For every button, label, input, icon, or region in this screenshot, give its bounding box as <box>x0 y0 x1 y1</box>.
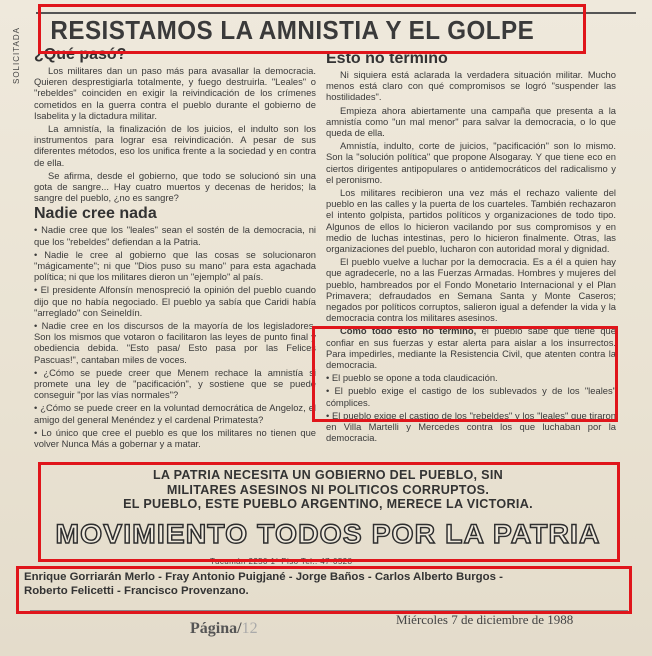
heading-esto-no-termino: Esto no terminó <box>326 50 448 67</box>
bullet-paragraph: • Nadie cree en los discursos de la mayoría de los legisladores. Son los mismos que votaron o facilitaron las leyes de punto final y obediencia debida. "Esto pasa/ Esto pasa por las Felices Pascuas!", cantaban miles de voces. <box>34 320 316 365</box>
bullet-paragraph: • Nadie le cree al gobierno que las cosas se solucionaron "mágicamente"; ni que "Dios puso su mano" para esta agachada política; ni que los militares dieron un "ejemplo" al país. <box>34 248 316 283</box>
address: Tucumán 2250 1º Piso Tel.: 47-0528 <box>210 557 353 566</box>
bullet-paragraph: • ¿Cómo se puede creer que Menem rechace la amnistía si promete una ley de "pacificación", y sostiene que se puede conseguir "por las vías normales"? <box>34 366 316 401</box>
bullet-paragraph: • Lo único que cree el pueblo es que los militares no tienen que volver Nunca Más a gobernar y a matar. <box>34 426 316 450</box>
slogan-line: EL PUEBLO, ESTE PUEBLO ARGENTINO, MERECE LA VICTORIA. <box>123 497 533 511</box>
paragraph: Los militares recibieron una vez más el rechazo valiente del pueblo en las calles y la puerta de los cuarteles. También rechazaron el intento golpista, partidos políticos y organizaciones de todo tipo. Algunos de ellos lo hicieron vacilando por sus compromisos y en medio de luchas intestinas, pero lo hicieron finalmente. Otras, las organizaciones del pueblo, lucharon con autoridad moral y dignidad. <box>326 187 616 255</box>
logo-text: Página/ <box>190 620 242 637</box>
heading-que-paso: ¿Qué pasó? <box>34 46 127 63</box>
paragraph-rest: el pueblo sabe que tiene que confiar en sus fuerzas y estar alerta para aislar a los insurrectos. Para impedirles, mediante la Resistencia Civil, que atenten contra la democracia. <box>326 325 616 371</box>
highlight-box-slogan <box>38 462 620 562</box>
left-column <box>34 46 316 466</box>
bold-lead: Como todo esto no terminó, <box>340 325 477 337</box>
logo-mark: 12 <box>241 620 258 637</box>
paragraph: Los militares dan un paso más para avasallar la democracia. Quieren desprestigiarla totalmente, y fuego destruirla. "Leales" o "rebeldes" coinciden en exigir la reivindicación de los crímenes cometidos en la guerra contra el pueblo durante el gobierno de Isabelita y la dictadura militar. <box>34 65 316 121</box>
section-label: SOLICITADA <box>12 27 21 84</box>
paragraph: Empieza ahora abiertamente una campaña que presenta a la amnistía como "un mal menor" para salvar la democracia, o lo que queda de ella. <box>326 104 616 139</box>
bullet-paragraph: • El pueblo exige el castigo de los sublevados y de los "leales" cómplices. <box>326 385 616 408</box>
paragraph: Amnistía, indulto, corte de juicios, "pacificación" son lo mismo. Son la "solución política" que propone Alsogaray. Y que tiene eco en ciertos dirigentes antipopulares o antidemocráticos del radicalismo y el peronismo. <box>326 140 616 185</box>
signers-line: Enrique Gorriarán Merlo - Fray Antonio Puigjané - Jorge Baños - Carlos Alberto Burgos - <box>24 571 503 583</box>
paragraph: Ni siquiera está aclarada la verdadera situación militar. Mucho menos está claro con qué compromisos se logró "suspender las hostilidades". <box>326 69 616 103</box>
bullet-paragraph: • Nadie cree que los "leales" sean el sostén de la democracia, ni que los "rebeldes" defiendan a la Patria. <box>34 224 316 247</box>
paragraph: Se afirma, desde el gobierno, que todo se solucionó sin una gota de sangre... Hay cuatro muertos y decenas de heridos; la sangre del pueblo, ¿no es sangre? <box>34 169 316 204</box>
paragraph: El pueblo vuelve a luchar por la democracia. Es a él a quien hay que agradecerle, no a las Fuerzas Armadas. Hombres y mujeres del pueblo, hambreados por el Fondo Monetario Internacional y el Plan Primavera; defraudados en Semana Santa y Monte Caseros; negados por políticos corruptos, salieron igual a defender la vida y la democracia contra los militares asesinos. <box>326 256 616 324</box>
highlight-box-paragraph <box>312 326 618 422</box>
slogan-line: MILITARES ASESINOS NI POLITICOS CORRUPTOS. <box>166 482 490 497</box>
slogan-line: LA PATRIA NECESITA UN GOBIERNO DEL PUEBLO, SIN <box>152 468 504 482</box>
bullet-paragraph: • El presidente Alfonsín menospreció la opinión del pueblo cuando dijo que no había negociado. El pueblo ya sabía que Caridi había "arreglado" con Seineldín. <box>34 284 316 318</box>
highlight-box-signers <box>16 566 632 614</box>
bullet-paragraph: • El pueblo se opone a toda claudicación. <box>326 372 498 384</box>
signers-line: Roberto Felicetti - Francisco Provenzano. <box>24 585 249 597</box>
highlight-box-headline <box>38 4 586 54</box>
bullet-paragraph: • El pueblo exige el castigo de los "rebeldes" y los "leales" que tiraron en Villa Martelli y Mercedes contra los que luchaban por la democracia. <box>326 409 616 444</box>
paragraph: La amnistía, la finalización de los juicios, el indulto son los instrumentos para lograr esa reivindicación. A pesar de sus diferentes métodos, eso los unifica frente a la sociedad y en contra de ella. <box>34 123 316 168</box>
bullet-paragraph: • ¿Cómo se puede creer en la voluntad democrática de Angeloz, el amigo del general Menéndez y el cardenal Primatesta? <box>34 402 316 425</box>
heading-nadie-cree-nada: Nadie cree nada <box>34 205 157 223</box>
pagina12-logo <box>190 620 258 638</box>
headline: RESISTAMOS LA AMNISTIA Y EL GOLPE <box>50 15 535 45</box>
movement-name: MOVIMIENTO TODOS POR LA PATRIA <box>55 518 601 549</box>
publication-date: Miércoles 7 de diciembre de 1988 <box>396 612 574 627</box>
